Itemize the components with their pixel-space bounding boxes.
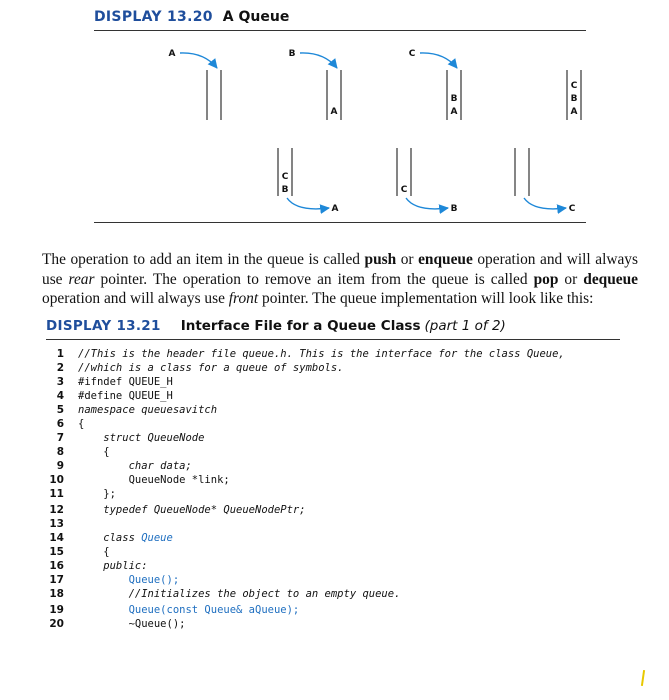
code-line: Queue(const Queue& aQueue);	[78, 604, 300, 616]
queue-item-A: A	[450, 107, 458, 117]
queue-item-B: B	[450, 94, 458, 104]
line-number: 12	[49, 504, 64, 516]
dequeue-arrow	[406, 198, 448, 209]
display-label: DISPLAY 13.20	[94, 9, 213, 25]
code-line: QueueNode *link;	[78, 474, 230, 486]
incoming-item-A: A	[168, 49, 176, 59]
line-number: 13	[49, 518, 64, 530]
queue-item-A: A	[570, 107, 578, 117]
display2-part: (part 1 of 2)	[424, 318, 506, 334]
display-caption: A Queue	[222, 9, 290, 25]
queue-item-C: C	[281, 172, 289, 182]
term-dequeue: dequeue	[583, 270, 638, 288]
queue-item-C: C	[400, 185, 408, 195]
code-line: struct QueueNode	[78, 432, 205, 444]
pen-mark	[641, 670, 645, 686]
code-line: #define QUEUE_H	[78, 390, 173, 402]
queue-item-C: C	[570, 81, 578, 91]
line-number: 9	[56, 460, 64, 472]
code-line: ~Queue();	[78, 618, 186, 630]
line-number: 14	[49, 532, 64, 544]
dequeued-item-B: B	[450, 204, 458, 214]
line-number: 4	[56, 390, 64, 402]
code-line: //which is a class for a queue of symbols.	[78, 362, 344, 374]
code-line: };	[78, 488, 116, 500]
description-paragraph: The operation to add an item in the queue is called push or enqueue operation and will always use rear pointer. The operation to remove an item from the queue is called pop or dequeue operation and will always use front pointer. The queue implementation will look like this:	[42, 251, 638, 307]
code-line: //Initializes the object to an empty queue.	[78, 588, 401, 600]
term-front: front	[228, 290, 259, 307]
term-push: push	[364, 251, 397, 268]
line-number: 17	[49, 574, 64, 586]
line-number: 8	[56, 446, 64, 458]
line-number: 19	[49, 604, 64, 616]
incoming-item-B: B	[288, 49, 296, 59]
line-number: 2	[56, 362, 64, 374]
code-line: namespace queuesavitch	[78, 404, 218, 416]
figure-bottom-rule	[94, 222, 586, 223]
line-number: 20	[49, 618, 64, 630]
code-line: char data;	[78, 460, 192, 472]
code-top-rule	[46, 339, 620, 340]
queue-item-A: A	[330, 107, 338, 117]
display-13-21-title	[46, 318, 506, 334]
term-pop: pop	[533, 270, 559, 288]
display2-label: DISPLAY 13.21	[46, 318, 161, 334]
line-number: 10	[49, 474, 64, 486]
line-number: 11	[49, 488, 64, 500]
enqueue-arrow	[180, 53, 217, 68]
term-rear: rear	[68, 270, 95, 288]
dequeued-item-C: C	[568, 204, 576, 214]
line-number: 6	[56, 418, 64, 430]
dequeue-arrow	[524, 198, 566, 209]
code-line: {	[78, 546, 110, 558]
line-number: 7	[56, 432, 64, 444]
incoming-item-C: C	[408, 49, 416, 59]
line-number: 18	[49, 588, 64, 600]
code-line: public:	[78, 560, 148, 572]
line-number: 15	[49, 546, 64, 558]
enqueue-arrow	[300, 53, 337, 68]
code-line: #ifndef QUEUE_H	[78, 376, 173, 388]
queue-item-B: B	[570, 94, 578, 104]
code-line: {	[78, 418, 85, 430]
code-line: class Queue	[78, 532, 173, 544]
line-number: 3	[56, 376, 64, 388]
code-line: Queue();	[78, 574, 180, 586]
line-number: 16	[49, 560, 64, 572]
enqueue-arrow	[420, 53, 457, 68]
code-line: typedef QueueNode* QueueNodePtr;	[78, 504, 306, 516]
code-line: //This is the header file queue.h. This is the interface for the class Queue,	[78, 348, 565, 360]
queue-diagram	[0, 0, 669, 240]
line-number: 1	[56, 348, 64, 360]
line-number: 5	[56, 404, 64, 416]
term-enqueue: enqueue	[418, 251, 473, 268]
dequeued-item-A: A	[331, 204, 339, 214]
queue-item-B: B	[281, 185, 289, 195]
dequeue-arrow	[287, 198, 329, 209]
code-line: {	[78, 446, 110, 458]
display2-caption: Interface File for a Queue Class	[180, 318, 421, 334]
